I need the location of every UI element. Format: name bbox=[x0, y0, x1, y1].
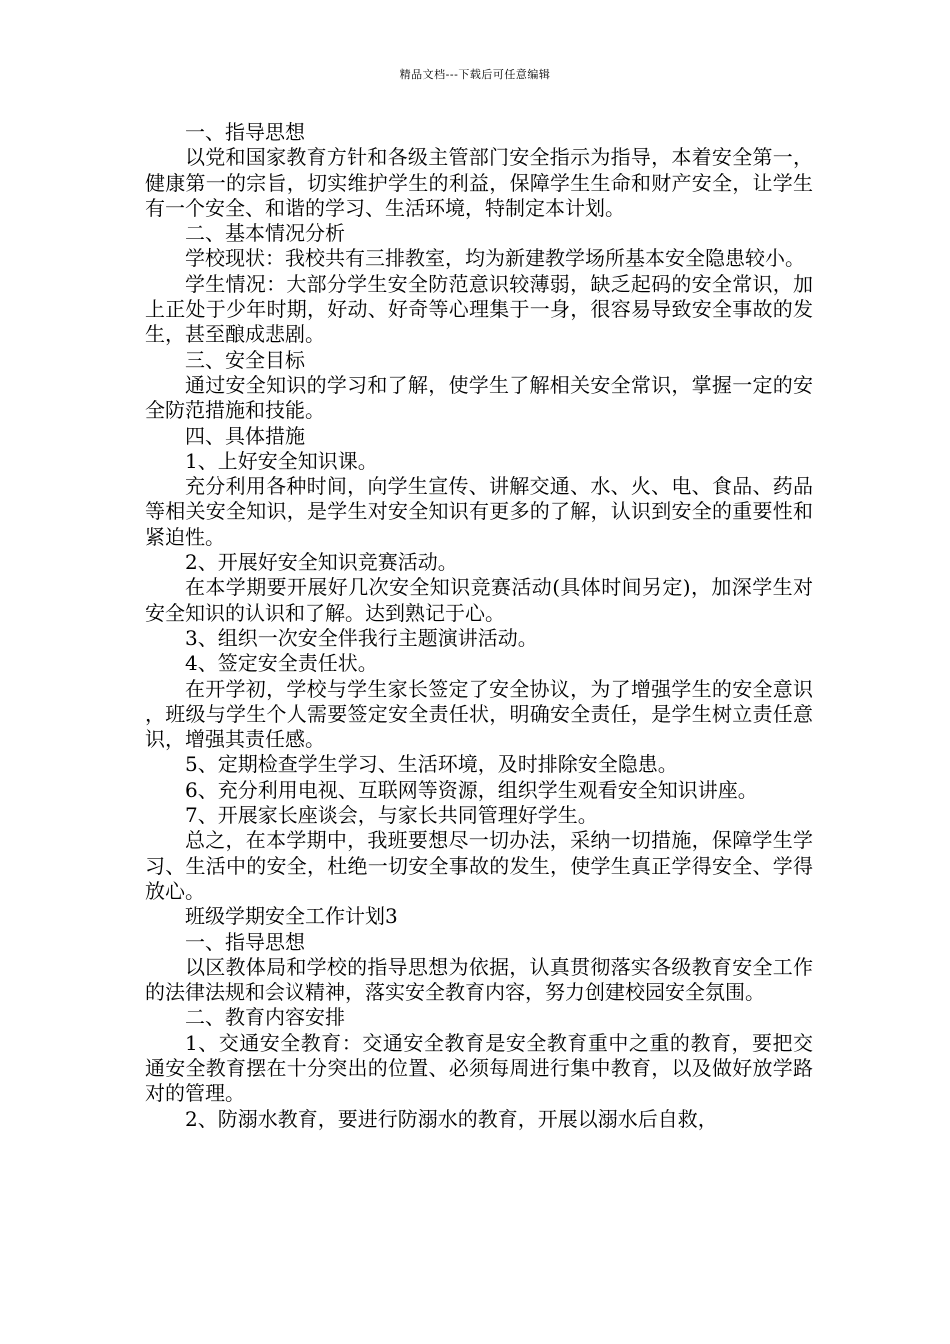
section-heading-education-content: 二、教育内容安排 bbox=[185, 1005, 345, 1030]
paragraph-guiding-ideology: 以党和国家教育方针和各级主管部门安全指示为指导，本着安全第一，健康第一的宗旨，切实维护学生的利益，保障学生生命和财产安全，让学生有一个安全、和谐的学习、生活环境，特制定本计划。 bbox=[145, 145, 813, 220]
page-header: 精品文档---下载后可任意编辑 bbox=[399, 68, 551, 81]
document-body bbox=[145, 120, 813, 1132]
paragraph-measure-1: 充分利用各种时间，向学生宣传、讲解交通、水、火、电、食品、药品等相关安全知识，是学生对安全知识有更多的了解，认识到安全的重要性和紧迫性。 bbox=[145, 474, 813, 549]
paragraph-measure-2: 在本学期要开展好几次安全知识竞赛活动(具体时间另定)，加深学生对安全知识的认识和了解。达到熟记于心。 bbox=[145, 575, 813, 625]
list-item-measure-5: 5、定期检查学生学习、生活环境，及时排除安全隐患。 bbox=[185, 752, 678, 777]
list-item-drowning-prevention: 2、防溺水教育，要进行防溺水的教育，开展以溺水后自救， bbox=[185, 1106, 718, 1131]
list-item-measure-7: 7、开展家长座谈会，与家长共同管理好学生。 bbox=[185, 803, 598, 828]
section-heading-situation-analysis: 二、基本情况分析 bbox=[185, 221, 345, 246]
list-item-measure-6: 6、充分利用电视、互联网等资源，组织学生观看安全知识讲座。 bbox=[185, 777, 758, 802]
document-title-plan-3: 班级学期安全工作计划3 bbox=[185, 904, 398, 929]
section-heading-guiding-ideology-2: 一、指导思想 bbox=[185, 929, 305, 954]
paragraph-measure-4: 在开学初，学校与学生家长签定了安全协议，为了增强学生的安全意识，班级与学生个人需要签定安全责任状，明确安全责任，是学生树立责任意识，增强其责任感。 bbox=[145, 676, 813, 752]
paragraph-guiding-ideology-2: 以区教体局和学校的指导思想为依据，认真贯彻落实各级教育安全工作的法律法规和会议精神，落实安全教育内容，努力创建校园安全氛围。 bbox=[145, 954, 813, 1005]
list-item-measure-4: 4、签定安全责任状。 bbox=[185, 651, 378, 676]
list-item-traffic-safety: 1、交通安全教育：交通安全教育是安全教育重中之重的教育，要把交通安全教育摆在十分突出的位置、必须每周进行集中教育，以及做好放学路对的管理。 bbox=[145, 1030, 813, 1106]
paragraph-safety-goals: 通过安全知识的学习和了解，使学生了解相关安全常识，掌握一定的安全防范措施和技能。 bbox=[145, 372, 813, 423]
list-item-measure-2: 2、开展好安全知识竞赛活动。 bbox=[185, 550, 458, 575]
section-heading-guiding-ideology: 一、指导思想 bbox=[185, 120, 305, 144]
section-heading-measures: 四、具体措施 bbox=[185, 423, 305, 448]
list-item-measure-1: 1、上好安全知识课。 bbox=[185, 448, 378, 473]
section-heading-safety-goals: 三、安全目标 bbox=[185, 347, 305, 372]
paragraph-school-status: 学校现状：我校共有三排教室，均为新建教学场所基本安全隐患较小。 bbox=[185, 246, 805, 271]
paragraph-student-status: 学生情况：大部分学生安全防范意识较薄弱，缺乏起码的安全常识，加上正处于少年时期，好动、好奇等心理集于一身，很容易导致安全事故的发生，甚至酿成悲剧。 bbox=[145, 271, 813, 347]
paragraph-summary: 总之，在本学期中，我班要想尽一切办法，采纳一切措施，保障学生学习、生活中的安全，杜绝一切安全事故的发生，使学生真正学得安全、学得放心。 bbox=[145, 828, 813, 903]
list-item-measure-3: 3、组织一次安全伴我行主题演讲活动。 bbox=[185, 625, 538, 650]
